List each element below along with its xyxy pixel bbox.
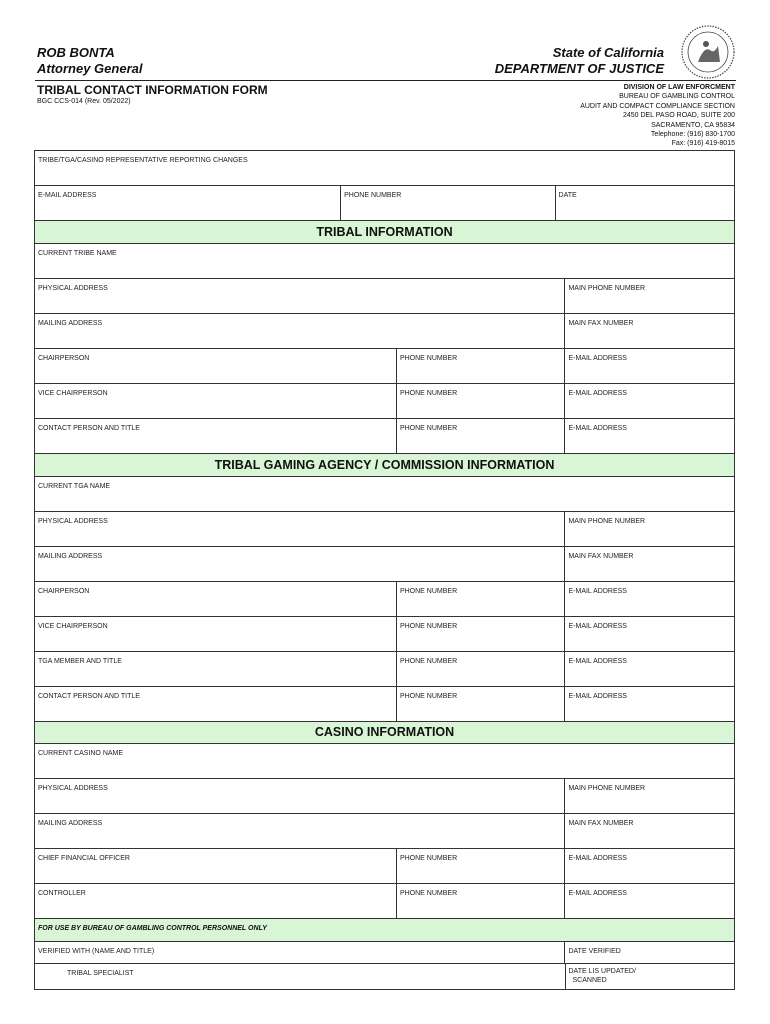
state-name: State of California xyxy=(552,45,664,60)
casino-mailing-row xyxy=(34,814,735,849)
tga-name-field[interactable]: CURRENT TGA NAME xyxy=(38,483,111,490)
tribe-contact-phone-field[interactable]: PHONE NUMBER xyxy=(396,419,565,453)
casino-controller-email-field[interactable]: E-MAIL ADDRESS xyxy=(564,884,734,918)
attorney-name: ROB BONTA xyxy=(37,45,115,60)
casino-cfo-phone-field[interactable]: PHONE NUMBER xyxy=(396,849,565,883)
tribe-physical-row xyxy=(34,279,735,314)
verified-row xyxy=(34,942,735,964)
tribe-chair-email-field[interactable]: E-MAIL ADDRESS xyxy=(564,349,734,383)
casino-heading: CASINO INFORMATION xyxy=(34,722,735,744)
tga-heading: TRIBAL GAMING AGENCY / COMMISSION INFORMATION xyxy=(34,454,735,477)
reporting-row[interactable] xyxy=(34,150,735,186)
reporting-email-field[interactable]: E-MAIL ADDRESS xyxy=(38,192,97,199)
tribe-main-phone-field[interactable]: MAIN PHONE NUMBER xyxy=(564,279,734,313)
tga-contact-row xyxy=(34,687,735,722)
tga-chair-email-field[interactable]: E-MAIL ADDRESS xyxy=(564,582,734,616)
tga-vice-email-field[interactable]: E-MAIL ADDRESS xyxy=(564,617,734,651)
date-verified-field[interactable]: DATE VERIFIED xyxy=(564,942,734,963)
tribe-contact-field[interactable]: CONTACT PERSON AND TITLE xyxy=(38,425,140,432)
casino-controller-row xyxy=(34,884,735,919)
tribe-chair-phone-field[interactable]: PHONE NUMBER xyxy=(396,349,565,383)
tribe-chair-field[interactable]: CHAIRPERSON xyxy=(38,355,90,362)
tga-contact-field[interactable]: CONTACT PERSON AND TITLE xyxy=(38,693,140,700)
tga-physical-field[interactable]: PHYSICAL ADDRESS xyxy=(38,518,108,525)
tribe-vice-email-field[interactable]: E-MAIL ADDRESS xyxy=(564,384,734,418)
tga-main-phone-field[interactable]: MAIN PHONE NUMBER xyxy=(564,512,734,546)
street-line: 2450 DEL PASO ROAD, SUITE 200 xyxy=(622,112,735,120)
tribe-chair-row xyxy=(34,349,735,384)
casino-cfo-field[interactable]: CHIEF FINANCIAL OFFICER xyxy=(38,855,130,862)
tribe-vice-phone-field[interactable]: PHONE NUMBER xyxy=(396,384,565,418)
casino-cfo-row xyxy=(34,849,735,884)
tribe-physical-field[interactable]: PHYSICAL ADDRESS xyxy=(38,285,108,292)
form-code: BGC CCS-014 (Rev. 05/2022) xyxy=(37,98,131,105)
tribe-mailing-row xyxy=(34,314,735,349)
date-updated-label: DATE LIS UPDATED/ xyxy=(568,968,636,975)
city-line: SACRAMENTO, CA 95834 xyxy=(651,121,735,129)
tga-chair-row xyxy=(34,582,735,617)
tribal-specialist-field[interactable]: TRIBAL SPECIALIST xyxy=(67,970,134,977)
header-left xyxy=(37,45,142,77)
casino-main-fax-field[interactable]: MAIN FAX NUMBER xyxy=(564,814,734,848)
telephone-line: Telephone: (916) 830-1700 xyxy=(650,131,735,139)
bureau-use-heading: FOR USE BY BUREAU OF GAMBLING CONTROL PERSONNEL ONLY xyxy=(34,919,735,942)
tribe-contact-email-field[interactable]: E-MAIL ADDRESS xyxy=(564,419,734,453)
reporting-label: TRIBE/TGA/CASINO REPRESENTATIVE REPORTING CHANGES xyxy=(38,157,248,164)
tribe-contact-row xyxy=(34,419,735,454)
tga-chair-phone-field[interactable]: PHONE NUMBER xyxy=(396,582,565,616)
tga-mailing-field[interactable]: MAILING ADDRESS xyxy=(38,553,103,560)
tribe-vice-field[interactable]: VICE CHAIRPERSON xyxy=(38,390,108,397)
tga-contact-email-field[interactable]: E-MAIL ADDRESS xyxy=(564,687,734,721)
tga-member-phone-field[interactable]: PHONE NUMBER xyxy=(396,652,565,686)
tribe-main-fax-field[interactable]: MAIN FAX NUMBER xyxy=(564,314,734,348)
tga-mailing-row xyxy=(34,547,735,582)
tribe-mailing-field[interactable]: MAILING ADDRESS xyxy=(38,320,103,327)
tga-physical-row xyxy=(34,512,735,547)
casino-name-row xyxy=(34,744,735,779)
verified-with-field[interactable]: VERIFIED WITH (NAME AND TITLE) xyxy=(38,948,155,955)
attorney-role: Attorney General xyxy=(37,61,143,76)
casino-main-phone-field[interactable]: MAIN PHONE NUMBER xyxy=(564,779,734,813)
state-seal-icon xyxy=(680,24,736,80)
casino-cfo-email-field[interactable]: E-MAIL ADDRESS xyxy=(564,849,734,883)
tribe-vice-row xyxy=(34,384,735,419)
fax-line: Fax: (916) 419-8015 xyxy=(671,140,735,148)
division-line: DIVISION OF LAW ENFORCMENT xyxy=(623,84,735,91)
department-name: DEPARTMENT OF JUSTICE xyxy=(494,61,664,76)
header-right xyxy=(495,45,664,77)
casino-physical-row xyxy=(34,779,735,814)
header-rule xyxy=(35,80,736,81)
reporting-phone-field[interactable]: PHONE NUMBER xyxy=(340,186,554,220)
bureau-line: BUREAU OF GAMBLING CONTROL xyxy=(619,93,735,101)
section-line: AUDIT AND COMPACT COMPLIANCE SECTION xyxy=(580,102,735,110)
casino-mailing-field[interactable]: MAILING ADDRESS xyxy=(38,820,103,827)
form-title: TRIBAL CONTACT INFORMATION FORM xyxy=(37,83,268,97)
casino-physical-field[interactable]: PHYSICAL ADDRESS xyxy=(38,785,108,792)
specialist-row xyxy=(34,964,735,990)
casino-controller-phone-field[interactable]: PHONE NUMBER xyxy=(396,884,565,918)
tga-name-row xyxy=(34,477,735,512)
tga-member-field[interactable]: TGA MEMBER AND TITLE xyxy=(38,658,122,665)
date-updated-field[interactable] xyxy=(565,964,735,989)
tga-member-row xyxy=(34,652,735,687)
tga-contact-phone-field[interactable]: PHONE NUMBER xyxy=(396,687,565,721)
tga-chair-field[interactable]: CHAIRPERSON xyxy=(38,588,90,595)
casino-name-field[interactable]: CURRENT CASINO NAME xyxy=(38,750,124,757)
bureau-address xyxy=(580,83,735,149)
tga-vice-phone-field[interactable]: PHONE NUMBER xyxy=(396,617,565,651)
scanned-label: SCANNED xyxy=(572,977,607,984)
reporting-contact-row xyxy=(34,186,735,221)
tribal-heading: TRIBAL INFORMATION xyxy=(34,221,735,244)
tga-vice-field[interactable]: VICE CHAIRPERSON xyxy=(38,623,108,630)
tga-member-email-field[interactable]: E-MAIL ADDRESS xyxy=(564,652,734,686)
tga-vice-row xyxy=(34,617,735,652)
tga-main-fax-field[interactable]: MAIN FAX NUMBER xyxy=(564,547,734,581)
tribe-name-row xyxy=(34,244,735,279)
casino-controller-field[interactable]: CONTROLLER xyxy=(38,890,86,897)
tribe-name-field[interactable]: CURRENT TRIBE NAME xyxy=(38,250,117,257)
reporting-date-field[interactable]: DATE xyxy=(555,186,734,220)
